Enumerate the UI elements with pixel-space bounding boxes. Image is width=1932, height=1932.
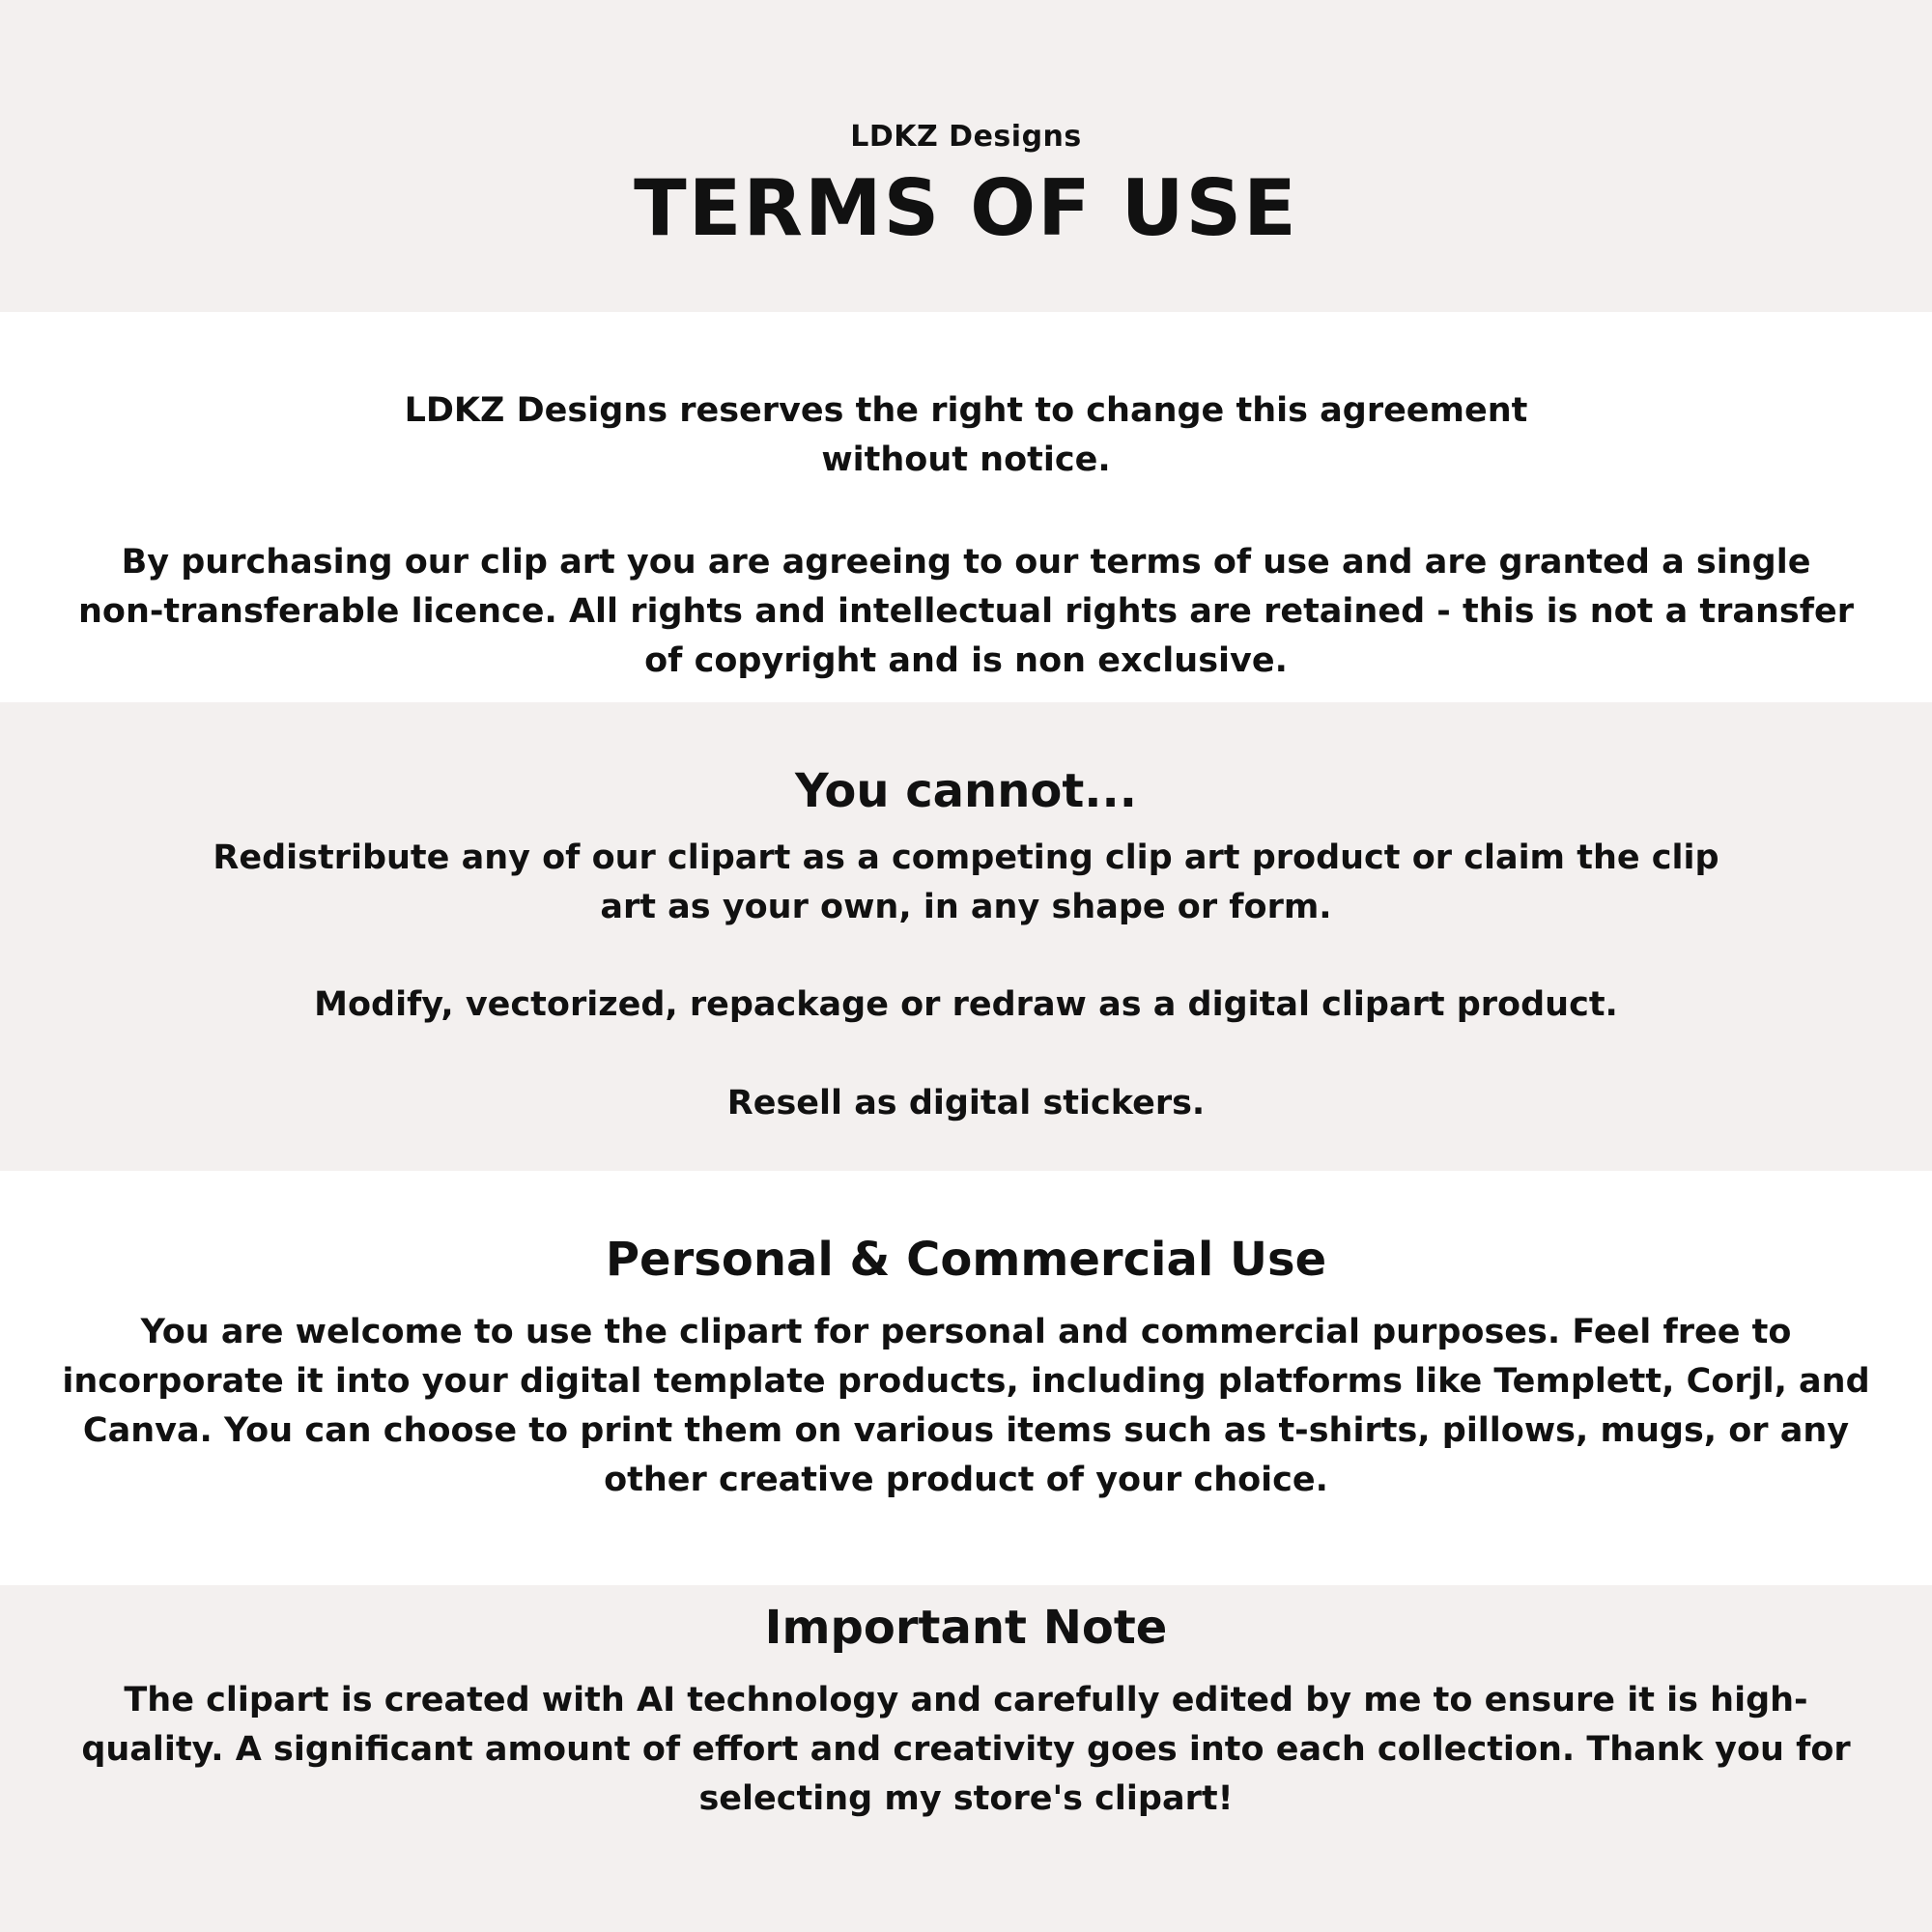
header-band bbox=[0, 0, 1932, 312]
restrictions-heading: You cannot... bbox=[794, 764, 1138, 818]
intro-section bbox=[0, 312, 1932, 702]
licence-terms-paragraph: By purchasing our clip art you are agreeing to our terms of use and are granted a single non-transferable licence. All rights and intellectual rights are retained - this is not a transfer of copyright and is non exclusive. bbox=[78, 543, 1854, 680]
restriction-item: Resell as digital stickers. bbox=[726, 1084, 1206, 1122]
usage-heading: Personal & Commercial Use bbox=[605, 1233, 1327, 1287]
agreement-change-notice: LDKZ Designs reserves the right to change this agreement without notice. bbox=[404, 391, 1528, 479]
important-note-paragraph: The clipart is created with AI technology and carefully edited by me to ensure it is high-quality. A significant amount of effort and creativity goes into each collection. Thank you for selecting my store's clipart! bbox=[81, 1681, 1851, 1818]
important-note-section bbox=[0, 1585, 1932, 1932]
usage-paragraph: You are welcome to use the clipart for personal and commercial purposes. Feel free to incorporate it into your digital template products, including platforms like Templett, Corjl, and Canva. You can choose to print them on various items such as t-shirts, pillows, mugs, or any other creative product of your choice. bbox=[62, 1313, 1870, 1499]
restrictions-section bbox=[0, 702, 1932, 1171]
usage-section bbox=[0, 1171, 1932, 1585]
important-note-heading: Important Note bbox=[764, 1601, 1168, 1655]
restriction-item: Redistribute any of our clipart as a competing clip art product or claim the clip art as your own, in any shape or form. bbox=[213, 838, 1719, 926]
brand-name: LDKZ Designs bbox=[850, 120, 1082, 154]
restriction-item: Modify, vectorized, repackage or redraw as a digital clipart product. bbox=[314, 985, 1618, 1024]
page-title: TERMS OF USE bbox=[634, 163, 1298, 253]
